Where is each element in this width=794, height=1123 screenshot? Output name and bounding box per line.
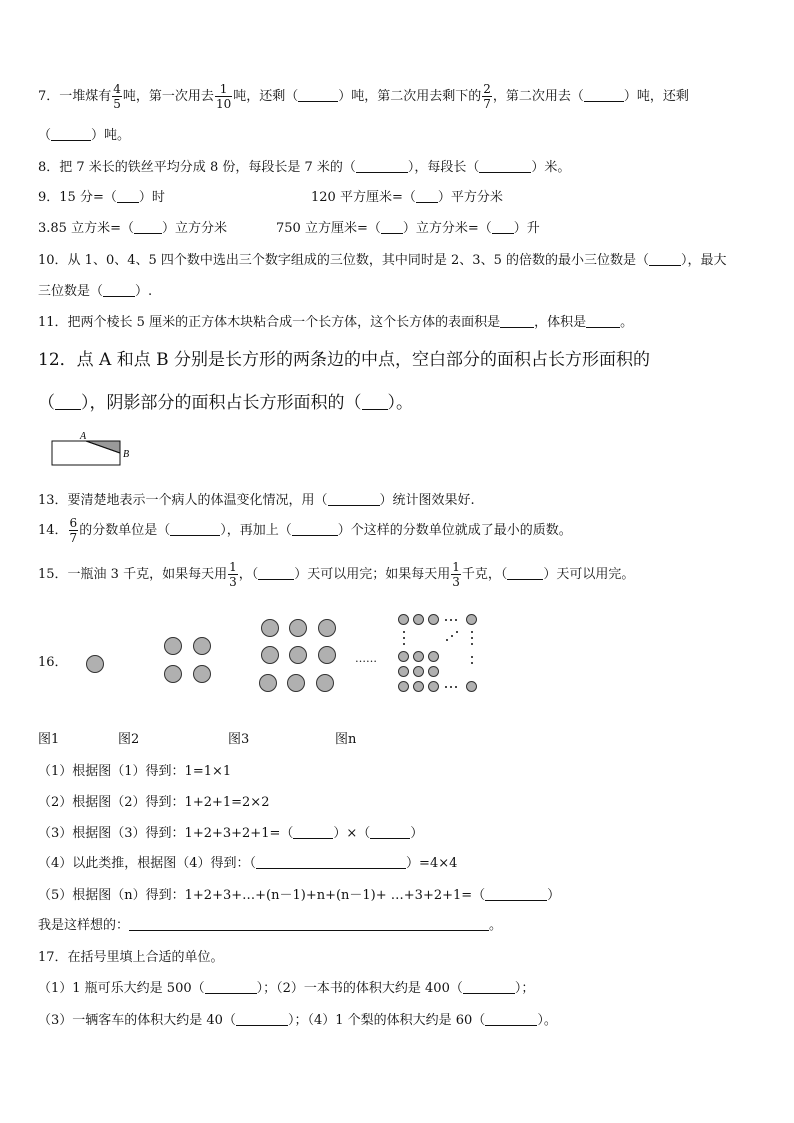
q16-step5: （5）根据图（n）得到：1+2+3+…+(n－1)+n+(n－1)+ …+3+2+1=（ ）	[38, 888, 561, 903]
blank[interactable]	[293, 826, 333, 839]
small-dot	[455, 686, 457, 688]
fig-label-2: 图2	[118, 732, 140, 747]
dot	[164, 637, 182, 655]
dot	[398, 651, 409, 662]
answer-line[interactable]	[129, 918, 489, 931]
blank[interactable]	[134, 221, 162, 234]
fraction-6-7: $\frac{6}{7}$	[69, 516, 78, 545]
small-dot	[450, 686, 452, 688]
blank[interactable]	[170, 523, 220, 536]
q11-line: 11．把两个棱长 5 厘米的正方体木块粘合成一个长方体，这个长方体的表面积是 ，体积是 。	[38, 315, 634, 330]
small-dot	[471, 637, 473, 639]
blank[interactable]	[292, 523, 338, 536]
q14-line: 14． $\frac{6}{7}$ 的分数单位是（ ），再加上（ ）个这样的分数单位就成了最小的质数。	[38, 516, 572, 545]
small-dot	[403, 643, 405, 645]
q16-step4: （4）以此类推，根据图（4）得到：（ ）=4×4	[38, 856, 458, 871]
fig-label-1: 图1	[38, 732, 60, 747]
blank[interactable]	[416, 190, 438, 203]
dot	[466, 614, 477, 625]
blank[interactable]	[381, 221, 403, 234]
blank[interactable]	[236, 1013, 288, 1026]
dot	[318, 619, 336, 637]
blank[interactable]	[205, 981, 257, 994]
dot	[398, 681, 409, 692]
dot	[413, 614, 424, 625]
q16-label: 16．	[38, 655, 68, 670]
dot	[428, 651, 439, 662]
dot	[259, 674, 277, 692]
fraction-4-5: $\frac{4}{5}$	[113, 82, 121, 111]
blank[interactable]	[328, 493, 380, 506]
dot	[413, 651, 424, 662]
q12-line2: （ ），阴影部分的面积占长方形面积的（ ）。	[38, 393, 413, 413]
q12-line1: 12．点 A 和点 B 分别是长方形的两条边的中点，空白部分的面积占长方形面积的	[38, 350, 651, 370]
dot	[428, 614, 439, 625]
dot	[428, 681, 439, 692]
dot	[289, 619, 307, 637]
dot	[398, 614, 409, 625]
small-dot	[451, 635, 453, 637]
blank[interactable]	[463, 981, 515, 994]
blank[interactable]	[479, 160, 531, 173]
label-b: B	[123, 449, 130, 460]
dot	[287, 674, 305, 692]
dot	[466, 681, 477, 692]
small-dot	[471, 662, 473, 664]
dot	[193, 637, 211, 655]
q9-line1: 9．15 分=（ ）时	[38, 190, 165, 205]
small-dot	[455, 619, 457, 621]
blank[interactable]	[356, 160, 408, 173]
small-dot	[471, 643, 473, 645]
q9-line2b: 750 立方厘米=（ ）立方分米=（ ）升	[276, 221, 540, 236]
blank[interactable]	[586, 315, 620, 328]
q9-line2: 3.85 立方米=（ ）立方分米	[38, 221, 227, 236]
blank[interactable]	[55, 397, 81, 410]
q7-line2: （ ）吨。	[38, 128, 131, 143]
q13-line: 13．要清楚地表示一个病人的体温变化情况，用（ ）统计图效果好.	[38, 493, 475, 508]
blank[interactable]	[51, 128, 91, 141]
blank[interactable]	[258, 567, 294, 580]
q17-title: 17．在括号里填上合适的单位。	[38, 950, 224, 965]
fraction-1-3-b: $\frac{1}{3}$	[452, 560, 460, 589]
q9-line1b: 120 平方厘米=（ ）平方分米	[311, 190, 503, 205]
rectangle-figure	[50, 428, 140, 470]
small-dot	[403, 637, 405, 639]
dot	[261, 646, 279, 664]
fraction-1-10: $\frac{1}{10}$	[215, 82, 232, 111]
q16-think: 我是这样想的： 。	[38, 918, 503, 933]
blank[interactable]	[500, 315, 534, 328]
fig-label-n: 图n	[335, 732, 357, 747]
blank[interactable]	[649, 253, 681, 266]
dot	[318, 646, 336, 664]
small-dot	[446, 639, 448, 641]
q17-row1: （1）1 瓶可乐大约是 500（ ）；（2）一本书的体积大约是 400（ ）；	[38, 981, 535, 996]
blank[interactable]	[370, 826, 410, 839]
q17-row2: （3）一辆客车的体积大约是 40（ ）；（4）1 个梨的体积大约是 60（ ）。	[38, 1013, 557, 1028]
q10-line1: 10．从 1、0、4、5 四个数中选出三个数字组成的三位数，其中同时是 2、3、5 的倍数的最小三位数是（ ），最大	[38, 253, 727, 268]
blank[interactable]	[584, 89, 624, 102]
small-dot	[471, 656, 473, 658]
q8-line: 8．把 7 米长的铁丝平均分成 8 份，每段长是 7 米的（ ），每段长（ ）米。	[38, 160, 571, 175]
dot	[316, 674, 334, 692]
blank[interactable]	[256, 856, 406, 869]
small-dot	[450, 619, 452, 621]
small-dot	[445, 619, 447, 621]
fraction-1-3: $\frac{1}{3}$	[229, 560, 237, 589]
blank[interactable]	[485, 888, 547, 901]
dot	[193, 665, 211, 683]
blank[interactable]	[117, 190, 139, 203]
ellipsis: ……	[355, 652, 377, 665]
dot	[261, 619, 279, 637]
dot	[289, 646, 307, 664]
fraction-2-7: $\frac{2}{7}$	[483, 82, 491, 111]
q16-step2: （2）根据图（2）得到：1+2+1=2×2	[38, 795, 270, 810]
q10-line2: 三位数是（ ）.	[38, 284, 153, 299]
small-dot	[471, 631, 473, 633]
fig-label-3: 图3	[228, 732, 250, 747]
small-dot	[456, 631, 458, 633]
dot	[413, 666, 424, 677]
dot	[86, 655, 104, 673]
blank[interactable]	[507, 567, 543, 580]
q16-step1: （1）根据图（1）得到：1=1×1	[38, 764, 232, 779]
q16-step3: （3）根据图（3）得到：1+2+3+2+1=（ ）×（ ）	[38, 826, 424, 841]
blank[interactable]	[298, 89, 338, 102]
blank[interactable]	[103, 284, 135, 297]
dot	[164, 665, 182, 683]
blank[interactable]	[362, 397, 388, 410]
q7-line1: 7．一堆煤有 $\frac{4}{5}$ 吨，第一次用去 $\frac{1}{10}$ 吨，还剩（ ）吨，第二次用去剩下的 $\frac{2}{7}$ ，第二次用去（ ）吨，还剩	[38, 82, 689, 111]
dot	[398, 666, 409, 677]
small-dot	[403, 631, 405, 633]
q15-line: 15．一瓶油 3 千克，如果每天用 $\frac{1}{3}$ ，（ ）天可以用完；如果每天用 $\frac{1}{3}$ 千克，（ ）天可以用完。	[38, 560, 635, 589]
blank[interactable]	[485, 1013, 537, 1026]
blank[interactable]	[492, 221, 514, 234]
dot	[413, 681, 424, 692]
small-dot	[445, 686, 447, 688]
dot	[428, 666, 439, 677]
label-a: A	[80, 431, 87, 442]
